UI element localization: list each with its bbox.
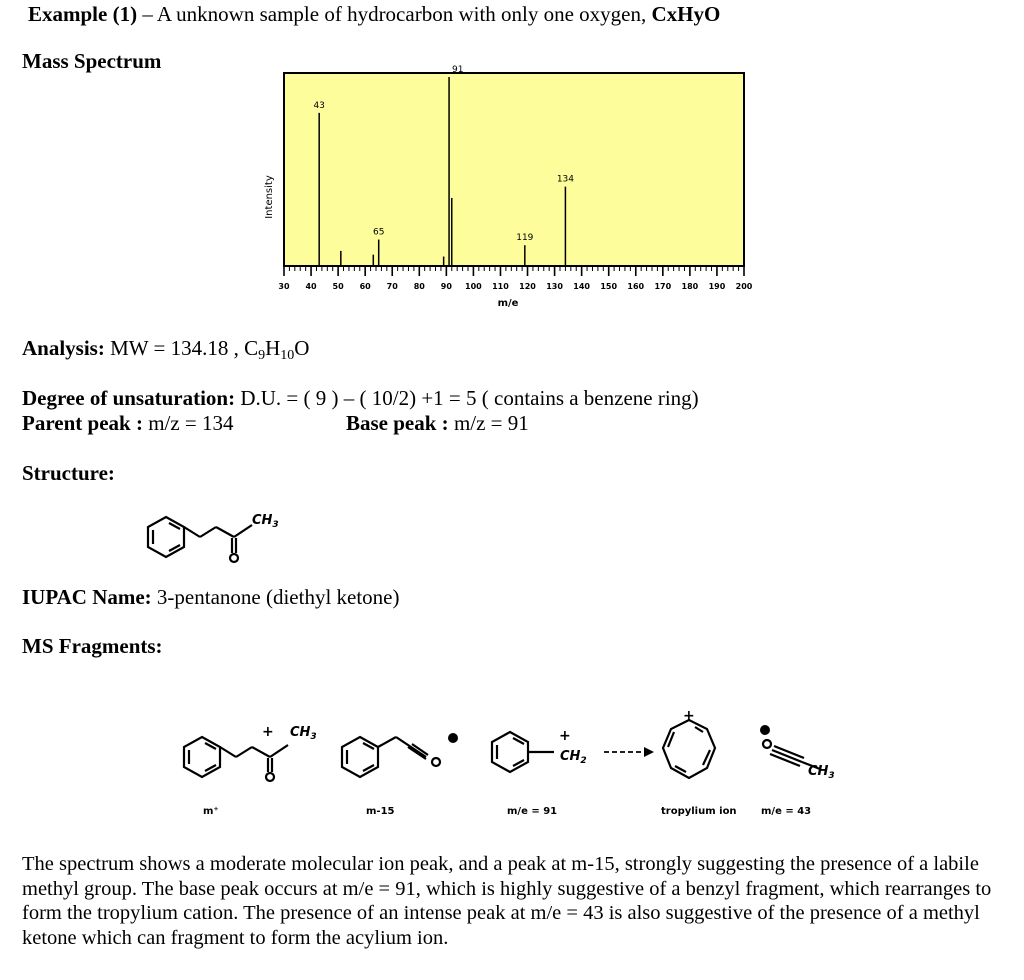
plot-area xyxy=(284,73,744,266)
x-tick-label-30: 30 xyxy=(278,282,290,291)
peak-label-119: 119 xyxy=(516,233,534,244)
formula-o: O xyxy=(294,336,310,360)
iupac-label: IUPAC Name: xyxy=(22,585,152,609)
iupac-value: 3-pentanone (diethyl ketone) xyxy=(156,585,400,609)
parent-peak-label: Parent peak : xyxy=(22,411,143,435)
plus-charge-3: + xyxy=(559,728,571,744)
x-tick-label-70: 70 xyxy=(386,282,398,291)
formula-sub-h: 10 xyxy=(280,348,295,363)
x-tick-label-110: 110 xyxy=(492,282,509,291)
x-tick-label-40: 40 xyxy=(305,282,317,291)
base-peak-value: m/z = 91 xyxy=(453,411,529,435)
formula-sub-c: 9 xyxy=(258,348,266,363)
x-tick-label-60: 60 xyxy=(359,282,371,291)
example-number: Example (1) xyxy=(28,2,138,26)
caption-m-91: m/e = 91 xyxy=(507,806,558,817)
formula: CxHyO xyxy=(651,2,721,26)
caption-m-15: m-15 xyxy=(366,806,395,817)
x-tick-label-180: 180 xyxy=(681,282,699,291)
iupac-line xyxy=(22,585,400,609)
analysis-label: Analysis: xyxy=(22,336,105,360)
ch3-label-a: $CH_3$ xyxy=(290,725,317,742)
ms-fragments-heading: MS Fragments: xyxy=(22,634,163,658)
ch2-label: $CH_2$ xyxy=(560,749,587,766)
fragments-diagram xyxy=(170,700,860,825)
structure-o-label: O xyxy=(130,500,131,501)
x-tick-label-170: 170 xyxy=(654,282,672,291)
x-tick-label-200: 200 xyxy=(735,282,753,291)
x-tick-label-140: 140 xyxy=(573,282,590,291)
x-tick-label-190: 190 xyxy=(708,282,726,291)
structure-heading: Structure: xyxy=(22,461,115,485)
ticks-group xyxy=(278,266,752,291)
structure-ch3-label: $CH_3$ xyxy=(252,513,279,530)
parent-peak-line xyxy=(22,411,234,435)
page-title xyxy=(28,2,720,26)
peak-label-134: 134 xyxy=(556,174,575,185)
dou-label: Degree of unsaturation: xyxy=(22,386,236,410)
structure-diagram xyxy=(130,500,310,575)
x-tick-label-90: 90 xyxy=(440,282,452,291)
x-tick-label-150: 150 xyxy=(600,282,618,291)
x-tick-label-160: 160 xyxy=(627,282,645,291)
caption-m-43: m/e = 43 xyxy=(761,806,812,817)
plus-charge-1: + xyxy=(262,724,274,740)
explanation-paragraph xyxy=(22,852,1012,950)
x-tick-label-130: 130 xyxy=(546,282,563,291)
dou-text: D.U. = ( 9 ) – ( 10/2) +1 = 5 ( contains a benzene ring) xyxy=(240,386,699,410)
dou-line xyxy=(22,386,699,410)
formula-h: H xyxy=(265,336,281,360)
parent-peak-value: m/z = 134 xyxy=(148,411,234,435)
x-tick-label-80: 80 xyxy=(413,282,425,291)
peak-label-65: 65 xyxy=(372,227,385,238)
x-tick-label-120: 120 xyxy=(519,282,536,291)
x-tick-label-50: 50 xyxy=(332,282,344,291)
y-axis-label: Intensity xyxy=(264,175,275,219)
base-peak-label: Base peak : xyxy=(346,411,449,435)
mw-text: MW = 134.18 , C xyxy=(110,336,259,360)
explanation-text: The spectrum shows a moderate molecular ion peak, and a peak at m-15, strongly suggesting the presence of a labile methyl group. The base peak occurs at m/e = 91, which is highly suggestive of a benzyl fragment, which rearranges to form the tropylium cation. The presence of an intense peak at m/e = 43 is also suggestive of the presence of a methyl ketone which can fragment to form the acylium ion. xyxy=(22,853,992,949)
analysis-line xyxy=(22,336,310,363)
mass-spectrum-heading: Mass Spectrum xyxy=(22,49,162,73)
x-tick-label-100: 100 xyxy=(465,282,482,291)
caption-tropylium: tropylium ion xyxy=(661,806,737,817)
caption-m-plus: m⁺ xyxy=(203,806,219,817)
base-peak-line xyxy=(346,411,529,435)
title-text: – A unknown sample of hydrocarbon with only one oxygen, xyxy=(137,2,652,26)
ch3-label-b: $CH_3$ xyxy=(808,764,835,781)
plus-charge-4: + xyxy=(683,708,695,724)
peak-label-43: 43 xyxy=(313,100,325,111)
x-axis-label: m/e xyxy=(497,298,519,309)
peak-label-91: 91 xyxy=(452,65,464,75)
mass-spectrum-chart xyxy=(250,64,770,320)
